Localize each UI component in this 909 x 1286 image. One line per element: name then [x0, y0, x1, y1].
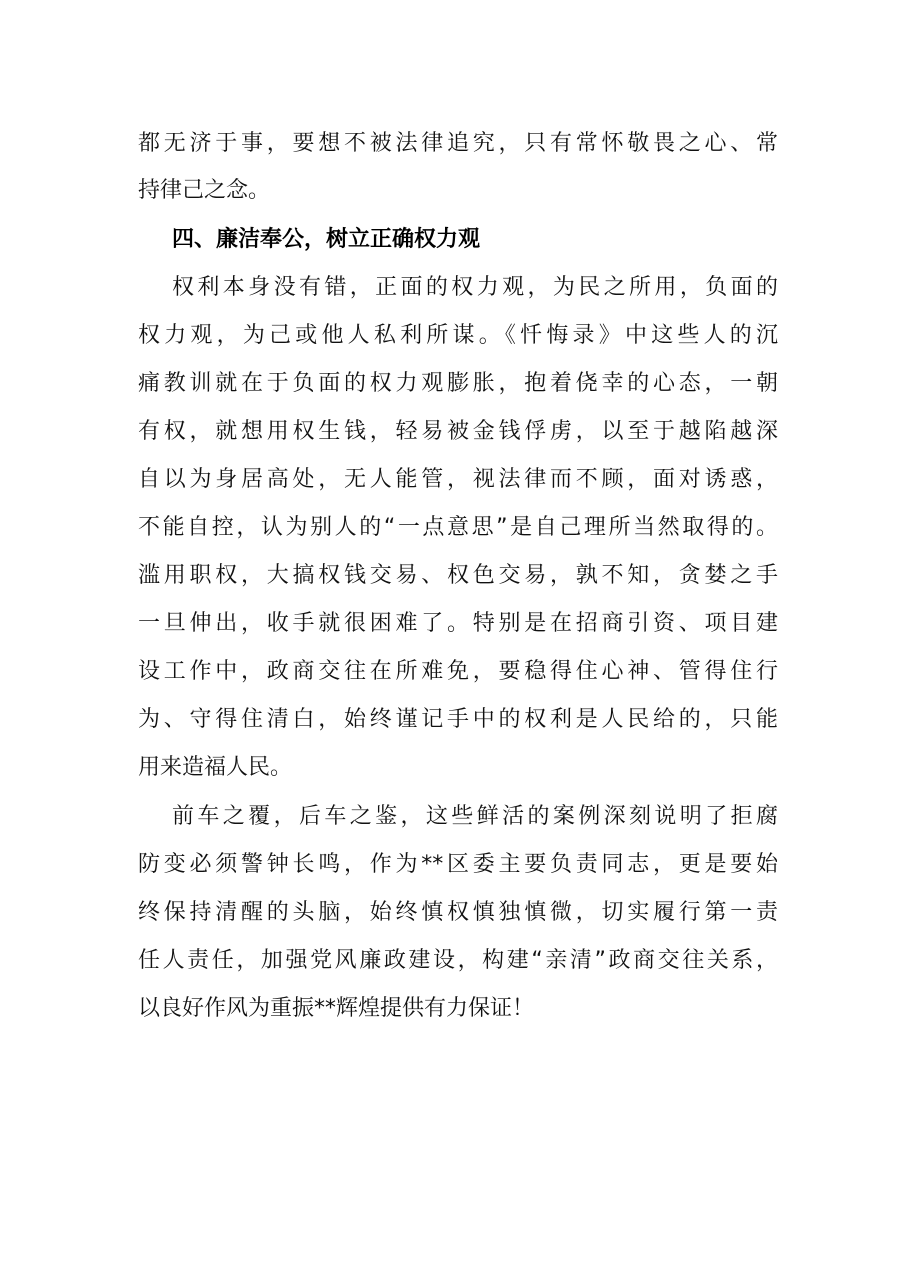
paragraph-line: 滥用职权，大搞权钱交易、权色交易，孰不知，贪婪之手	[138, 563, 778, 588]
section-heading: 四、廉洁奉公，树立正确权力观	[172, 227, 481, 252]
paragraph-line: 自以为身居高处，无人能管，视法律而不顾，面对诱惑，	[138, 467, 778, 492]
paragraph-line: 有权，就想用权生钱，轻易被金钱俘虏，以至于越陷越深	[138, 419, 778, 444]
paragraph-line: 防变必须警钟长鸣，作为**区委主要负责同志，更是要始	[138, 852, 778, 877]
paragraph-line: 任人责任，加强党风廉政建设，构建“亲清”政商交往关系，	[138, 948, 778, 973]
paragraph-line: 设工作中，政商交往在所难免，要稳得住心神、管得住行	[138, 659, 778, 684]
paragraph-line: 终保持清醒的头脑，始终慎权慎独慎微，切实履行第一责	[138, 900, 778, 925]
paragraph-line: 持律己之念。	[138, 178, 271, 203]
paragraph-line: 都无济于事，要想不被法律追究，只有常怀敬畏之心、常	[138, 131, 778, 156]
paragraph-line: 权力观，为己或他人私利所谋。《忏悔录》中这些人的沉	[138, 323, 778, 348]
paragraph-line: 权利本身没有错，正面的权力观，为民之所用，负面的	[172, 275, 778, 300]
paragraph-line: 一旦伸出，收手就很困难了。特别是在招商引资、项目建	[138, 611, 778, 636]
paragraph-line: 以良好作风为重振**辉煌提供有力保证！	[138, 996, 535, 1021]
paragraph-line: 前车之覆，后车之鉴，这些鲜活的案例深刻说明了拒腐	[172, 804, 778, 829]
paragraph-line: 不能自控，认为别人的“一点意思”是自己理所当然取得的。	[138, 515, 778, 540]
paragraph-line: 用来造福人民。	[138, 755, 293, 780]
paragraph-line: 为、守得住清白，始终谨记手中的权利是人民给的，只能	[138, 707, 778, 732]
paragraph-line: 痛教训就在于负面的权力观膨胀，抱着侥幸的心态，一朝	[138, 371, 778, 396]
